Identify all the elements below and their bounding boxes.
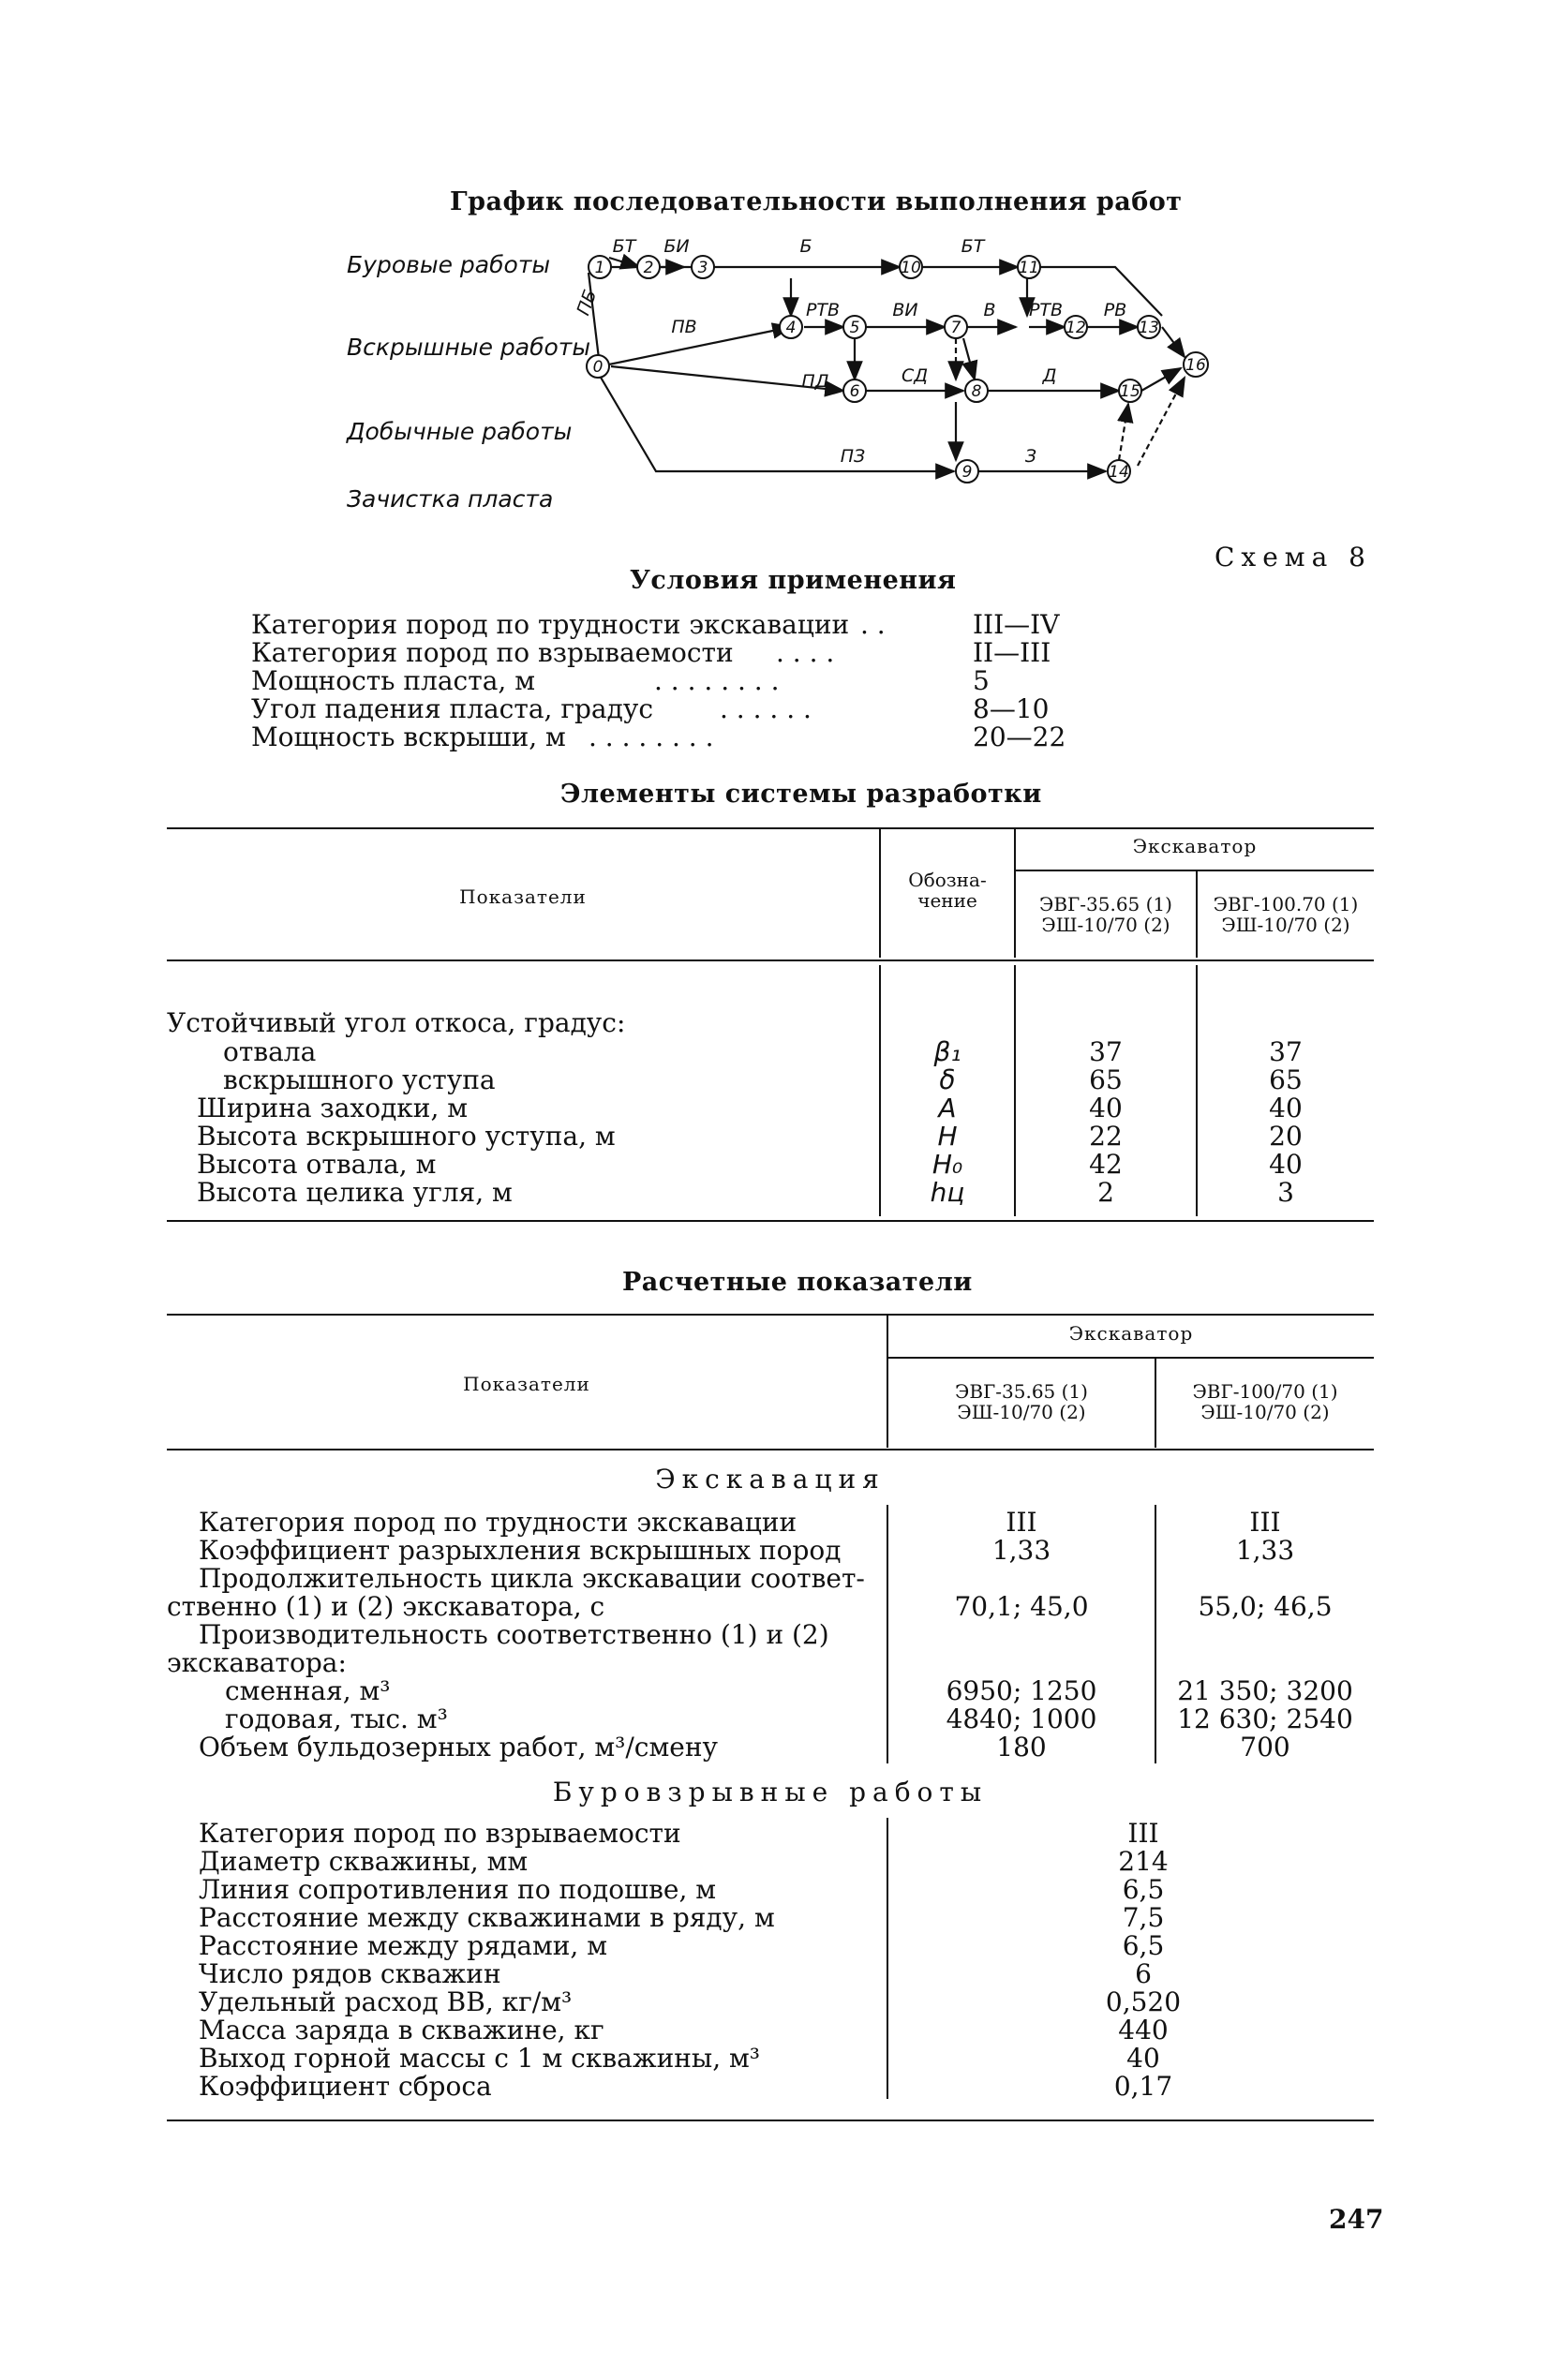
svg-text:8: 8 (971, 382, 982, 401)
table-cell: 700 (1240, 1732, 1290, 1763)
table-cell: 6,5 (1122, 1930, 1165, 1961)
table-row: Масса заряда в скважине, кг (199, 2015, 604, 2045)
table-cell: 20 (1269, 1121, 1303, 1152)
svg-text:ПЗ: ПЗ (840, 446, 866, 467)
table-cell: 55,0; 46,5 (1198, 1591, 1333, 1622)
col-header-model-2: ЭВГ-100.70 (1) ЭШ-10/70 (2) (1213, 893, 1359, 936)
svg-text:7: 7 (950, 319, 961, 337)
table-cell: 6950; 1250 (946, 1675, 1097, 1706)
row-label-cleanup: Зачистка пласта (347, 485, 554, 513)
svg-text:4: 4 (785, 319, 797, 337)
col-header-model-1: ЭВГ-35.65 (1) ЭШ-10/70 (2) (1039, 893, 1172, 936)
table-row: отвала (223, 1036, 317, 1067)
table-cell: 2 (1097, 1177, 1114, 1208)
condition-row: Мощность вскрыши, м . . . . . . . . 20—22 (251, 721, 1066, 752)
svg-text:ПД: ПД (801, 371, 829, 392)
table-cell: 65 (1089, 1064, 1123, 1095)
table-cell: 440 (1118, 2015, 1169, 2045)
table-cell: 214 (1118, 1846, 1169, 1877)
table-row: Ширина заходки, м (197, 1093, 469, 1123)
table-row: Число рядов скважин (199, 1958, 501, 1989)
table-cell: 12 630; 2540 (1177, 1703, 1353, 1734)
table-cell: 40 (1269, 1149, 1303, 1180)
table-cell: 7,5 (1122, 1902, 1165, 1933)
svg-text:11: 11 (1019, 259, 1039, 277)
svg-text:БИ: БИ (663, 236, 690, 257)
table-cell: 70,1; 45,0 (954, 1591, 1089, 1622)
table-cell: 6,5 (1122, 1874, 1165, 1905)
table-cell: 37 (1089, 1036, 1123, 1067)
col-header-excavator: Экскаватор (1132, 835, 1258, 857)
table-cell: δ (939, 1064, 956, 1095)
table-row: Коэффициент сброса (199, 2071, 492, 2102)
table-cell: H (937, 1121, 958, 1152)
svg-text:5: 5 (849, 319, 860, 337)
row-label-mining: Добычные работы (347, 418, 573, 445)
svg-text:15: 15 (1120, 382, 1140, 401)
table-row: Объем бульдозерных работ, м³/смену (199, 1732, 718, 1763)
table-cell: 6 (1135, 1958, 1152, 1989)
svg-text:6: 6 (849, 382, 860, 401)
table-cell: hц (930, 1177, 965, 1208)
svg-text:ПБ: ПБ (573, 287, 602, 319)
table-rule (167, 1220, 1374, 1222)
svg-text:РТВ: РТВ (1028, 300, 1064, 320)
table-cell: β₁ (933, 1036, 961, 1067)
svg-text:ПВ: ПВ (671, 317, 697, 337)
table-rule (167, 1449, 1374, 1450)
table-row: Высота целика угля, м (197, 1177, 513, 1208)
table-cell: 42 (1089, 1149, 1123, 1180)
schema-label: Схема 8 (1215, 542, 1372, 573)
table-cell: H₀ (931, 1149, 963, 1180)
table-rule (888, 1357, 1374, 1359)
svg-text:З: З (1024, 446, 1037, 467)
svg-text:16: 16 (1185, 356, 1206, 375)
table-row: Удельный расход ВВ, кг/м³ (199, 1986, 573, 2017)
table-row: Расстояние между рядами, м (199, 1930, 607, 1961)
col-header-indicators: Показатели (463, 1373, 590, 1395)
table-cell: 40 (1126, 2043, 1160, 2074)
svg-text:БТ: БТ (612, 236, 636, 257)
row-label-overburden: Вскрышные работы (347, 334, 591, 361)
condition-row: Категория пород по трудности экскавации . . III—IV (251, 609, 1060, 640)
table-rule (167, 827, 1374, 829)
table-rule (167, 1314, 1374, 1316)
table-cell: III (1249, 1507, 1281, 1538)
table-row: Высота вскрышного уступа, м (197, 1121, 616, 1152)
network-diagram (562, 230, 1237, 501)
table-cell: 22 (1089, 1121, 1123, 1152)
table-rule (1016, 870, 1374, 871)
condition-row: Категория пород по взрываемости . . . . II—III (251, 637, 1051, 668)
svg-text:РВ: РВ (1103, 300, 1127, 320)
svg-text:Д: Д (1042, 365, 1057, 386)
table-cell: A (938, 1093, 957, 1123)
table-row: годовая, тыс. м³ (225, 1703, 448, 1734)
svg-text:Б: Б (799, 236, 812, 257)
svg-text:РТВ: РТВ (805, 300, 841, 320)
table-cell: 3 (1277, 1177, 1294, 1208)
conditions-title: Условия применения (630, 566, 957, 595)
col-header-indicators: Показатели (459, 885, 587, 908)
table-row: экскаватора: (167, 1647, 347, 1678)
table-row: сменная, м³ (225, 1675, 391, 1706)
table-row: Диаметр скважины, мм (199, 1846, 529, 1877)
table-row: Производительность соответственно (1) и (2) (199, 1619, 829, 1650)
svg-text:3: 3 (697, 259, 708, 277)
col-header-designation: Обозна- чение (908, 869, 987, 912)
svg-text:ВИ: ВИ (892, 300, 918, 320)
svg-text:14: 14 (1109, 463, 1129, 482)
svg-text:2: 2 (643, 259, 654, 277)
table-rule (167, 959, 1374, 961)
table-row: ственно (1) и (2) экскаватора, с (167, 1591, 605, 1622)
table-cell: III (1006, 1507, 1037, 1538)
table-cell: 65 (1269, 1064, 1303, 1095)
svg-text:БТ: БТ (961, 236, 985, 257)
condition-row: Мощность пласта, м . . . . . . . . 5 (251, 665, 990, 696)
table-cell: 37 (1269, 1036, 1303, 1067)
section-excavation: Экскавация (655, 1464, 886, 1495)
table-row: вскрышного уступа (223, 1064, 496, 1095)
svg-text:9: 9 (961, 463, 973, 482)
section-drilling: Буровзрывные работы (552, 1777, 989, 1807)
table-row: Линия сопротивления по подошве, м (199, 1874, 717, 1905)
table-cell: III (1127, 1818, 1159, 1849)
svg-text:В: В (983, 300, 996, 320)
node-label: 0 (592, 358, 604, 377)
table-row: Коэффициент разрыхления вскрышных пород (199, 1535, 842, 1566)
table-rule (887, 1818, 888, 2099)
table-row: Высота отвала, м (197, 1149, 437, 1180)
graph-title: График последовательности выполнения работ (450, 187, 1183, 216)
svg-text:13: 13 (1139, 319, 1159, 337)
table-row: Продолжительность цикла экскавации соответ- (199, 1563, 865, 1594)
row-label-drilling: Буровые работы (347, 251, 551, 278)
table-cell: 40 (1089, 1093, 1123, 1123)
elements-title: Элементы системы разработки (560, 780, 1042, 809)
svg-text:1: 1 (594, 259, 605, 277)
col-header-model-2: ЭВГ-100/70 (1) ЭШ-10/70 (2) (1192, 1380, 1338, 1423)
svg-text:10: 10 (901, 259, 921, 277)
table-row: Категория пород по взрываемости (199, 1818, 681, 1849)
svg-text:СД: СД (901, 365, 929, 386)
col-header-model-1: ЭВГ-35.65 (1) ЭШ-10/70 (2) (955, 1380, 1088, 1423)
table-rule (167, 2120, 1374, 2121)
col-header-excavator: Экскаватор (1068, 1322, 1194, 1345)
elements-group-label: Устойчивый угол откоса, градус: (167, 1007, 626, 1038)
table-cell: 4840; 1000 (946, 1703, 1097, 1734)
table-cell: 1,33 (1235, 1535, 1295, 1566)
table-row: Выход горной массы с 1 м скважины, м³ (199, 2043, 760, 2074)
condition-row: Угол падения пласта, градус . . . . . . 8—10 (251, 693, 1050, 724)
calc-title: Расчетные показатели (622, 1268, 973, 1297)
table-cell: 21 350; 3200 (1177, 1675, 1353, 1706)
page-number: 247 (1329, 2204, 1384, 2235)
table-cell: 0,17 (1113, 2071, 1173, 2102)
table-cell: 1,33 (991, 1535, 1051, 1566)
table-cell: 180 (996, 1732, 1047, 1763)
svg-text:12: 12 (1066, 319, 1086, 337)
table-cell: 40 (1269, 1093, 1303, 1123)
table-cell: 0,520 (1105, 1986, 1182, 2017)
table-row: Расстояние между скважинами в ряду, м (199, 1902, 775, 1933)
table-row: Категория пород по трудности экскавации (199, 1507, 797, 1538)
